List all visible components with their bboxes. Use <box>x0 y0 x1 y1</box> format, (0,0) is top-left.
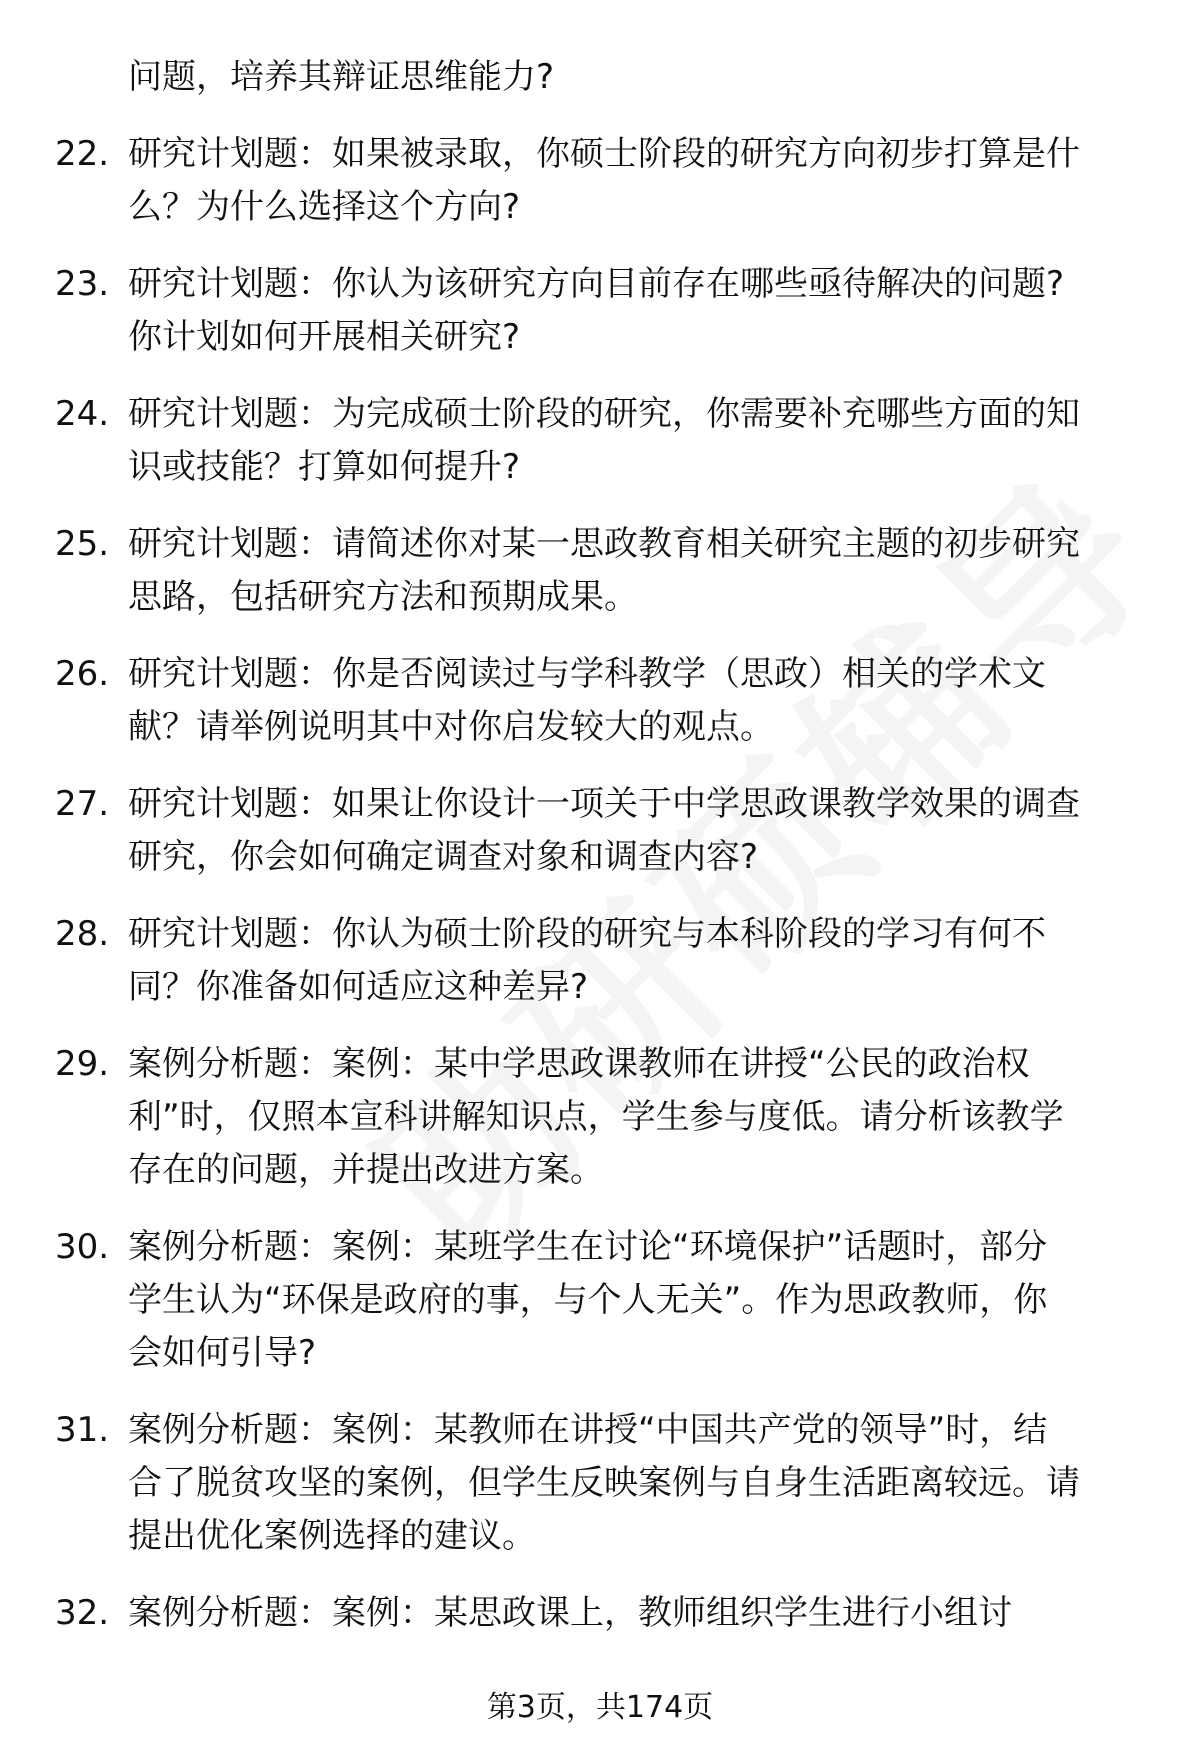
question-text-line: 案例分析题：案例：某中学思政课教师在讲授“公民的政治权 <box>128 1044 1030 1084</box>
question-text-line: 同？你准备如何适应这种差异? <box>128 967 589 1007</box>
question-text-line: 案例分析题：案例：某教师在讲授“中国共产党的领导”时，结 <box>128 1410 1048 1450</box>
question-number: 29. <box>55 1044 110 1084</box>
question-text-line: 研究计划题：为完成硕士阶段的研究，你需要补充哪些方面的知 <box>128 394 1080 434</box>
question-text-line: 献？请举例说明其中对你启发较大的观点。 <box>128 707 774 747</box>
question-number: 30. <box>55 1227 110 1267</box>
question-number: 32. <box>55 1593 110 1633</box>
question-number: 26. <box>55 654 110 694</box>
question-text-line: 研究计划题：如果让你设计一项关于中学思政课教学效果的调查 <box>128 784 1080 824</box>
question-text-line: 学生认为“环保是政府的事，与个人无关”。作为思政教师，你 <box>128 1280 1048 1320</box>
question-text-line: 识或技能？打算如何提升? <box>128 447 521 487</box>
question-number: 31. <box>55 1410 110 1450</box>
question-text-line: 存在的问题，并提出改进方案。 <box>128 1150 604 1190</box>
question-text-line: 思路，包括研究方法和预期成果。 <box>128 577 638 617</box>
question-text-line: 研究计划题：如果被录取，你硕士阶段的研究方向初步打算是什 <box>128 134 1080 174</box>
question-text-line: 研究计划题：你是否阅读过与学科教学（思政）相关的学术文 <box>128 654 1046 694</box>
question-text-line: 研究，你会如何确定调查对象和调查内容? <box>128 837 759 877</box>
question-number: 24. <box>55 394 110 434</box>
question-text-line: 利”时，仅照本宣科讲解知识点，学生参与度低。请分析该教学 <box>128 1097 1064 1137</box>
question-text-line: 研究计划题：你认为该研究方向目前存在哪些亟待解决的问题? <box>128 264 1065 304</box>
question-number: 23. <box>55 264 110 304</box>
question-text-line: 提出优化案例选择的建议。 <box>128 1516 536 1556</box>
question-number: 25. <box>55 524 110 564</box>
question-number: 28. <box>55 914 110 954</box>
question-text-line: 你计划如何开展相关研究? <box>128 317 521 357</box>
continuation-text: 问题，培养其辩证思维能力? <box>128 57 555 97</box>
question-text-line: 研究计划题：你认为硕士阶段的研究与本科阶段的学习有何不 <box>128 914 1046 954</box>
question-number: 27. <box>55 784 110 824</box>
question-number: 22. <box>55 134 110 174</box>
question-text-line: 合了脱贫攻坚的案例，但学生反映案例与自身生活距离较远。请 <box>128 1463 1080 1503</box>
question-text-line: 案例分析题：案例：某思政课上，教师组织学生进行小组讨 <box>128 1593 1012 1633</box>
question-text-line: 案例分析题：案例：某班学生在讨论“环境保护”话题时，部分 <box>128 1227 1048 1267</box>
question-text-line: 会如何引导? <box>128 1333 317 1373</box>
question-text-line: 么？为什么选择这个方向? <box>128 187 521 227</box>
question-text-line: 研究计划题：请简述你对某一思政教育相关研究主题的初步研究 <box>128 524 1080 564</box>
page-footer: 第3页，共174页 <box>486 1690 714 1725</box>
